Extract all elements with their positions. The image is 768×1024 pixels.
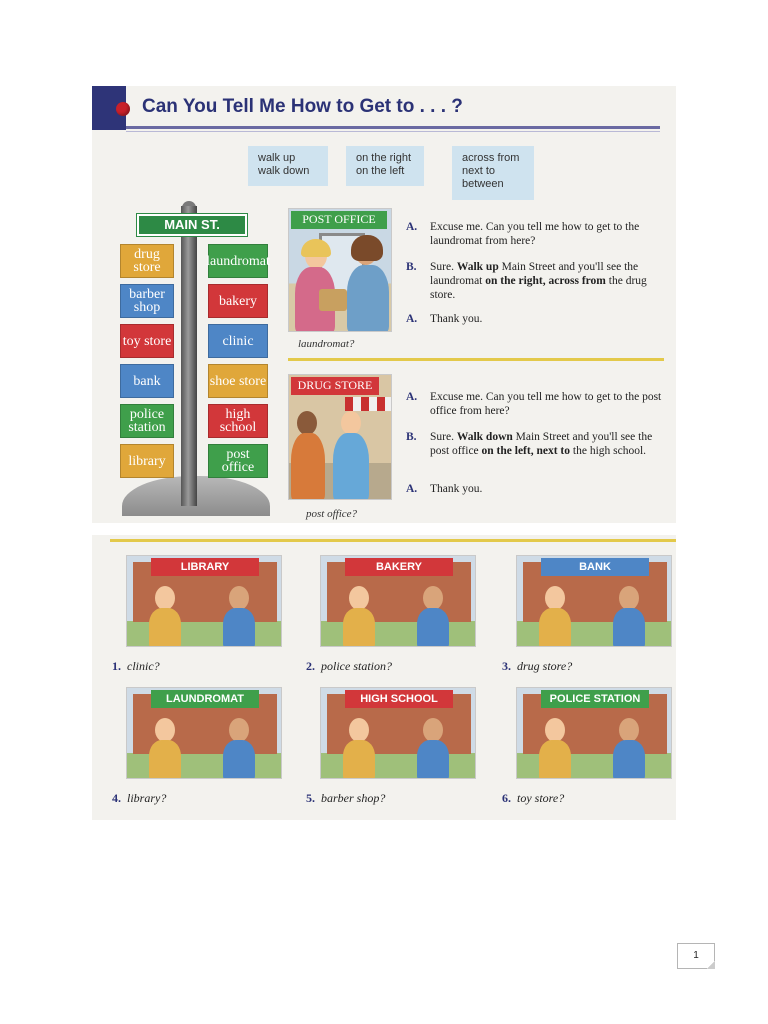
dialog-line: Sure. Walk down Main Street and you'll see the post office on the left, next to the high school. (430, 431, 653, 457)
dialog-line: Sure. Walk up Main Street and you'll see the laundromat on the right, across from the drug store. (430, 261, 647, 301)
title-underline (126, 126, 660, 129)
person-head (349, 718, 369, 742)
dialog-line: Thank you. (430, 483, 483, 495)
page-title: Can You Tell Me How to Get to . . . ? (142, 96, 463, 117)
building-sign: BANK (541, 558, 649, 576)
man-body (291, 433, 325, 500)
speaker-b: B. (406, 261, 417, 273)
exercise-label (112, 791, 166, 806)
dialog-2 (406, 390, 668, 500)
awning-graphic (345, 397, 392, 411)
place-sign-bank: bank (120, 364, 174, 398)
word-box-line: between (462, 178, 504, 190)
signpost-pole (181, 206, 197, 506)
word-box-walk (248, 146, 328, 186)
word-box-line: on the left (356, 165, 405, 177)
person-body (613, 740, 645, 779)
word-box-position (452, 146, 534, 200)
person-body (343, 740, 375, 779)
person-head (423, 718, 443, 742)
exercise-number: 3. (502, 659, 511, 673)
place-sign-barber-shop: barber shop (120, 284, 174, 318)
exercise-number: 6. (502, 791, 511, 805)
main-street-sign: MAIN ST. (137, 214, 247, 236)
speaker-a: A. (406, 221, 418, 233)
place-sign-high-school: high school (208, 404, 268, 438)
man2-head (341, 411, 361, 435)
person-head (423, 586, 443, 610)
speaker-b: B. (406, 431, 417, 443)
exercise-label (502, 791, 564, 806)
building-sign: BAKERY (345, 558, 453, 576)
building-sign: LAUNDROMAT (151, 690, 259, 708)
exercise-illustration (126, 687, 282, 779)
man2-body (333, 433, 369, 500)
exercise-question: clinic? (127, 659, 160, 673)
word-box-line: on the right (356, 152, 412, 164)
place-sign-bakery: bakery (208, 284, 268, 318)
exercise-label (502, 659, 572, 674)
exercise-illustration (320, 687, 476, 779)
bullet-dot-icon (116, 102, 130, 116)
caption-post-office: post office? (306, 508, 358, 520)
exercise-illustration (516, 687, 672, 779)
exercise-number: 4. (112, 791, 121, 805)
dialog-line: Excuse me. Can you tell me how to get to the post office from here? (430, 391, 662, 417)
exercise-label (306, 659, 392, 674)
section-divider (288, 358, 664, 361)
section-divider (110, 539, 676, 542)
dialog-line: Excuse me. Can you tell me how to get to the laundromat from here? (430, 221, 640, 247)
exercise-question: police station? (321, 659, 392, 673)
exercise-question: barber shop? (321, 791, 386, 805)
person-head (155, 586, 175, 610)
exercise-number: 1. (112, 659, 121, 673)
person-head (349, 586, 369, 610)
person-head (155, 718, 175, 742)
exercise-label (306, 791, 385, 806)
word-box-direction (346, 146, 424, 186)
exercise-illustration (516, 555, 672, 647)
exercise-question: toy store? (517, 791, 565, 805)
dialog-line: Thank you. (430, 313, 483, 325)
person-body (149, 608, 181, 647)
drug-store-illustration (288, 374, 392, 500)
woman2-body (347, 265, 389, 332)
post-office-sign: POST OFFICE (291, 211, 387, 229)
place-sign-shoe-store: shoe store (208, 364, 268, 398)
person-body (417, 740, 449, 779)
person-body (417, 608, 449, 647)
caption-laundromat: laundromat? (298, 338, 355, 350)
person-body (149, 740, 181, 779)
title-underline-thin (126, 131, 660, 132)
textbook-page-top (92, 86, 676, 523)
place-sign-laundromat: laundromat (208, 244, 268, 278)
place-sign-library: library (120, 444, 174, 478)
person-body (539, 740, 571, 779)
exercise-number: 5. (306, 791, 315, 805)
person-head (229, 718, 249, 742)
place-sign-clinic: clinic (208, 324, 268, 358)
speaker-a: A. (406, 313, 418, 325)
exercise-number: 2. (306, 659, 315, 673)
exercise-illustration (126, 555, 282, 647)
word-box-line: next to (462, 165, 496, 177)
post-office-illustration (288, 208, 392, 332)
person-body (223, 740, 255, 779)
place-sign-police-station: police station (120, 404, 174, 438)
drug-store-sign: DRUG STORE (291, 377, 379, 395)
building-sign: POLICE STATION (541, 690, 649, 708)
place-sign-toy-store: toy store (120, 324, 174, 358)
exercise-question: drug store? (517, 659, 573, 673)
basket-graphic (319, 289, 347, 311)
person-body (539, 608, 571, 647)
place-sign-drug-store: drug store (120, 244, 174, 278)
building-sign: LIBRARY (151, 558, 259, 576)
title-bar (92, 86, 676, 130)
exercise-label (112, 659, 160, 674)
building-sign: HIGH SCHOOL (345, 690, 453, 708)
word-box-line: walk down (258, 165, 310, 177)
man-head (297, 411, 317, 435)
person-head (229, 586, 249, 610)
word-box-line: walk up (258, 152, 296, 164)
word-box-line: across from (462, 152, 520, 164)
place-sign-post-office: post office (208, 444, 268, 478)
dialog-1 (406, 220, 668, 330)
speaker-a: A. (406, 483, 418, 495)
person-body (613, 608, 645, 647)
page-number: 1 (677, 943, 715, 969)
person-head (619, 586, 639, 610)
person-body (223, 608, 255, 647)
person-head (619, 718, 639, 742)
textbook-page-exercises (92, 535, 676, 820)
brown-hair (351, 235, 383, 261)
person-head (545, 586, 565, 610)
exercise-illustration (320, 555, 476, 647)
speaker-a: A. (406, 391, 418, 403)
person-body (343, 608, 375, 647)
exercise-question: library? (127, 791, 167, 805)
person-head (545, 718, 565, 742)
